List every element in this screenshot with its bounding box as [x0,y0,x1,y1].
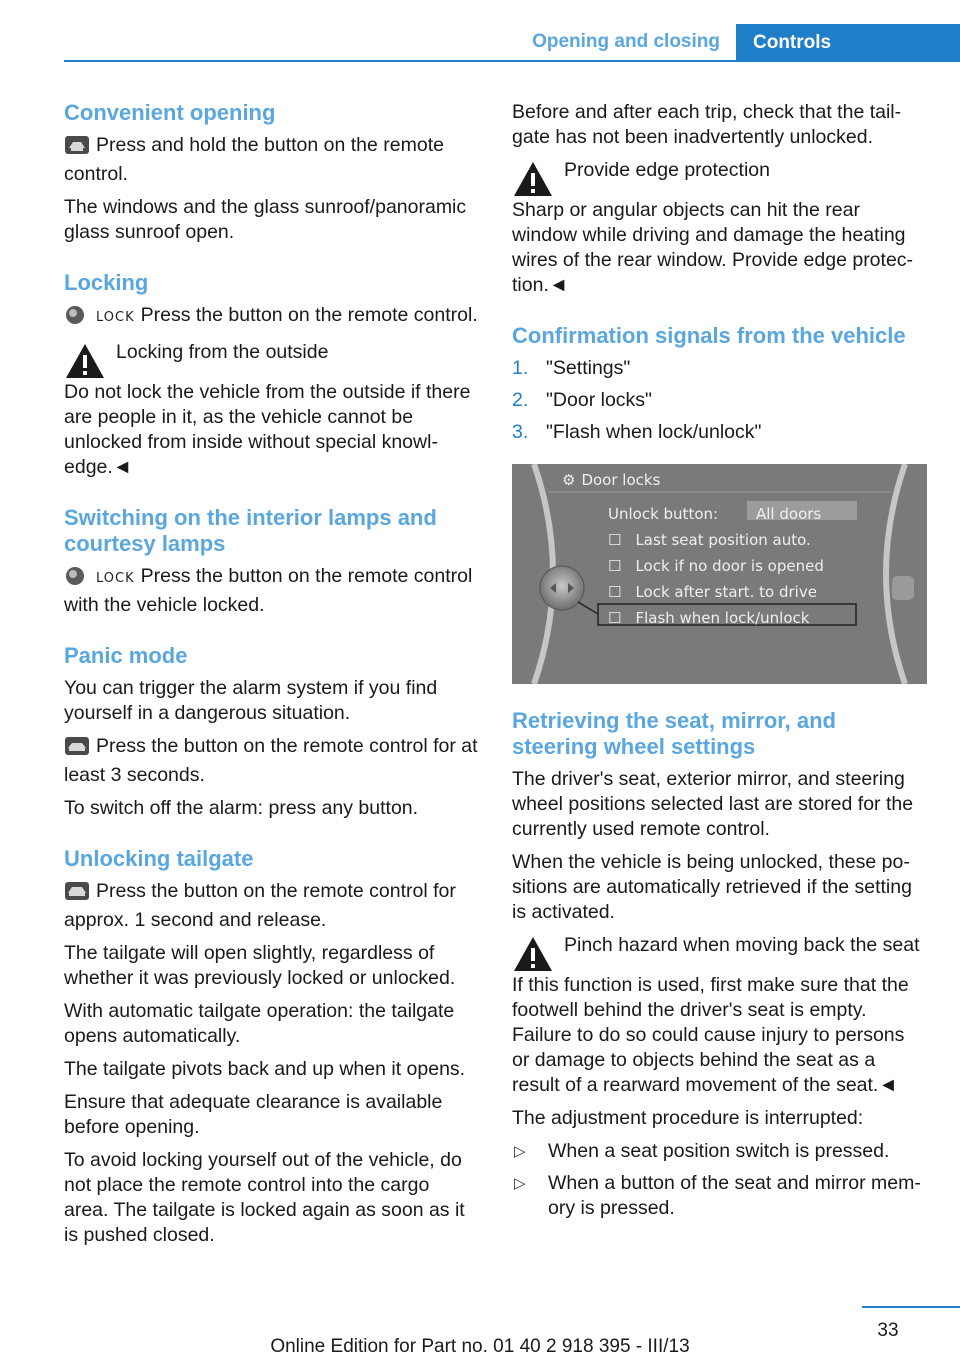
lock-label: LOCK [96,571,135,586]
lock-label: LOCK [96,310,135,325]
heading-confirmation-signals: Confirmation signals from the vehicle [512,323,906,348]
heading-interior-lamps: Switching on the interior lamps and courtesy lamps [64,505,437,556]
remote-panic-icon [64,736,90,763]
remote-unlock-icon [64,135,90,162]
checkbox-icon: ☐ [608,583,622,601]
warning-block [64,340,479,480]
screen-option: ☐ Lock after start. to drive [608,583,817,601]
section-tab[interactable]: Opening and closing [532,31,720,52]
footer-rule [862,1306,960,1308]
paragraph: To avoid locking yourself out of the vehicle, do not place the remote control into the cargo area. The tailgate is locked again as soon as it is pushed closed. [64,1149,465,1246]
paragraph: LOCK Press the button on the remote control with the vehicle locked. [64,565,473,616]
heading-convenient-opening: Convenient opening [64,100,276,125]
warning-title: Provide edge protection [564,159,770,181]
screen-option: ☐ Lock if no door is opened [608,557,824,575]
screen-header: ⚙ Door locks [562,471,661,489]
paragraph: Ensure that adequate clearance is available before opening. [64,1091,443,1138]
warning-block [512,933,927,1098]
warning-triangle-icon [64,342,106,380]
list-item: ▷ When a button of the seat and mirror memory is pressed. [514,1172,921,1219]
right-column [512,100,927,1228]
bullet-triangle-icon: ▷ [514,1143,526,1160]
paragraph: The windows and the glass sunroof/panoramic glass sunroof open. [64,196,467,243]
paragraph: You can trigger the alarm system if you find yourself in a dangerous situation. [64,677,438,724]
heading-panic-mode: Panic mode [64,643,188,668]
edition-note: Online Edition for Part no. 01 40 2 918 395 - III/13 [270,1336,690,1357]
warning-title: Locking from the outside [116,341,329,363]
paragraph: LOCK Press the button on the remote control. [64,303,479,332]
paragraph: Press the button on the remote control for at least 3 seconds. [64,735,478,786]
paragraph: The adjustment procedure is interrupted: [512,1107,864,1129]
list-item: ▷ When a seat position switch is pressed. [514,1140,890,1162]
paragraph: The driver's seat, exterior mirror, and steering wheel positions selected last are stored for the currently used remote control. [512,768,914,840]
paragraph: The tailgate will open slightly, regardless of whether it was previously locked or unlocked. [64,942,456,989]
checkbox-icon: ☐ [608,557,622,575]
paragraph: Press and hold the button on the remote control. [64,134,444,185]
heading-retrieving-settings: Retrieving the seat, mirror, and steering wheel settings [512,708,836,759]
steps-list [512,356,927,445]
paragraph: Press the button on the remote control for approx. 1 second and release. [64,880,456,931]
screen-option: ☐ Last seat position auto. [608,531,811,549]
warning-title: Pinch hazard when moving back the seat [564,934,920,956]
warning-triangle-icon [512,160,554,198]
warning-triangle-icon [512,935,554,973]
paragraph: With automatic tailgate operation: the tailgate opens automatically. [64,1000,455,1047]
page-number: 33 [877,1320,899,1341]
paragraph: Before and after each trip, check that the tailgate has not been inadvertently unlocked. [512,101,902,148]
list-item: 2. "Door locks" [512,389,652,411]
checkbox-icon: ☐ [608,609,622,627]
warning-text: If this function is used, first make sure that the footwell behind the driver's seat is empty. Failure to do so could cause injury to persons or damage to objects behind the seat as a result of a rearward movement of the seat.◄ [512,974,909,1096]
remote-tailgate-icon [64,881,90,908]
checkbox-icon: ☐ [608,531,622,549]
bullet-triangle-icon: ▷ [514,1175,526,1192]
left-column [64,100,479,1256]
warning-block [512,158,927,298]
idrive-screen-image [512,464,927,684]
chapter-tab-active[interactable]: Controls [736,24,960,62]
bullet-list [512,1139,927,1221]
warning-text: Do not lock the vehicle from the outside if there are people in it, as the vehicle cannot be unlocked from inside without special knowledge.◄ [64,381,471,478]
heading-unlocking-tailgate: Unlocking tailgate [64,846,254,871]
screen-option-highlighted: ☐ Flash when lock/unlock [608,609,810,627]
paragraph: When the vehicle is being unlocked, these positions are automatically retrieved if the setting is activated. [512,851,912,923]
list-item: 3. "Flash when lock/unlock" [512,421,762,443]
warning-text: Sharp or angular objects can hit the rear window while driving and damage the heating wires of the rear window. Provide edge protection.◄ [512,199,914,296]
remote-lock-icon [64,305,86,332]
paragraph: To switch off the alarm: press any button. [64,797,419,819]
list-item: 1. "Settings" [512,357,631,379]
paragraph: The tailgate pivots back and up when it opens. [64,1058,466,1080]
remote-lock-icon [64,566,86,593]
gear-icon: ⚙ [562,471,576,489]
unlock-button-value: All doors [756,505,822,523]
heading-locking: Locking [64,270,149,295]
unlock-button-label: Unlock button: [608,505,719,523]
screen-options-list [608,527,824,631]
